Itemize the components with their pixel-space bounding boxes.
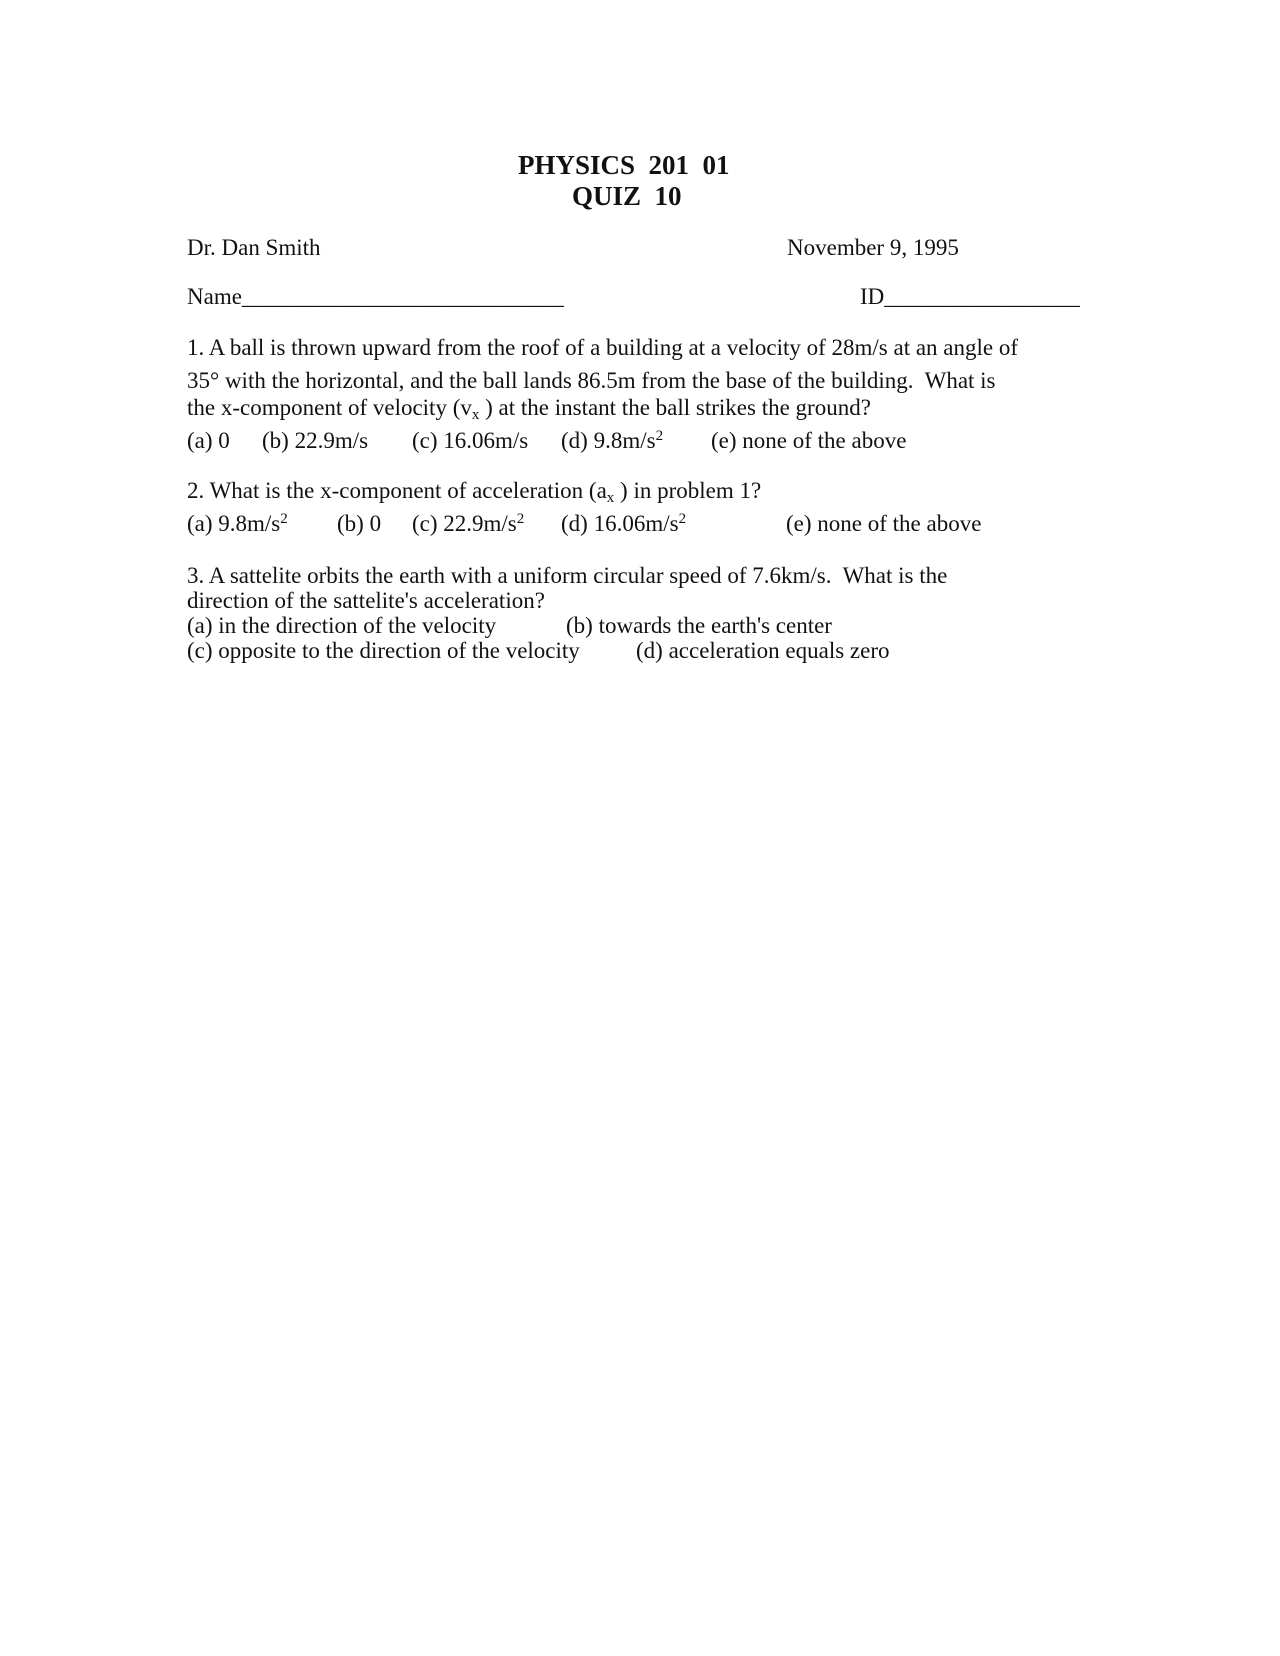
course-title: PHYSICS 201 01	[518, 150, 730, 180]
superscript-2: 2	[280, 511, 288, 527]
question-3-option-d[interactable]: (d) acceleration equals zero	[636, 638, 890, 663]
superscript-2: 2	[516, 511, 525, 527]
question-2-option-e[interactable]: (e) none of the above	[786, 511, 982, 536]
question-3-option-b[interactable]: (b) towards the earth's center	[566, 613, 832, 638]
id-blank[interactable]: _________________	[884, 284, 1080, 309]
question-2-option-a[interactable]: (a) $9.8m/s^2$	[187, 511, 288, 536]
name-label: Name	[187, 284, 242, 309]
question-3-option-c[interactable]: (c) opposite to the direction of the velocity	[187, 638, 580, 663]
id-label: ID	[860, 284, 885, 309]
question-1-line-3: the x-component of velocity ($v_x$ ) at the instant the ball strikes the ground?	[187, 395, 871, 423]
quiz-date: November 9, 1995	[787, 235, 959, 260]
instructor-name: Dr. Dan Smith	[187, 235, 321, 260]
superscript-2: 2	[655, 428, 664, 444]
question-3-line-2: direction of the sattelite's acceleration?	[187, 588, 545, 613]
question-1-option-a[interactable]: (a) 0	[187, 428, 230, 453]
question-1-line-2: 35° with the horizontal, and the ball lands 86.5m from the base of the building. What is	[187, 368, 996, 393]
question-1-option-d[interactable]: (d) $9.8m/s^2$	[561, 428, 664, 453]
subscript-x: x	[606, 490, 615, 506]
superscript-2: 2	[678, 511, 687, 527]
question-1-option-b[interactable]: (b) 22.9m/s	[262, 428, 369, 453]
question-2-option-b[interactable]: (b) 0	[337, 511, 382, 536]
name-field[interactable]	[187, 285, 564, 308]
question-2-line-1: 2. What is the x-component of acceleration ($a_x$ ) in problem 1?	[187, 478, 762, 506]
question-3-line-1: 3. A sattelite orbits the earth with a uniform circular speed of 7.6km/s. What is the	[187, 563, 948, 588]
question-2-option-d[interactable]: (d) $16.06m/s^2$	[561, 511, 687, 536]
id-field[interactable]	[860, 285, 1080, 308]
question-1-line-1: 1. A ball is thrown upward from the roof of a building at a velocity of 28m/s at an angle of	[187, 335, 1019, 360]
question-1-option-e[interactable]: (e) none of the above	[711, 428, 907, 453]
subscript-x: x	[471, 407, 480, 423]
quiz-title: QUIZ 10	[572, 181, 682, 211]
question-2-option-c[interactable]: (c) $22.9m/s^2$	[412, 511, 525, 536]
question-1-option-c[interactable]: (c) 16.06m/s	[412, 428, 529, 453]
question-3-option-a[interactable]: (a) in the direction of the velocity	[187, 613, 497, 638]
name-blank[interactable]: ____________________________	[241, 284, 564, 309]
